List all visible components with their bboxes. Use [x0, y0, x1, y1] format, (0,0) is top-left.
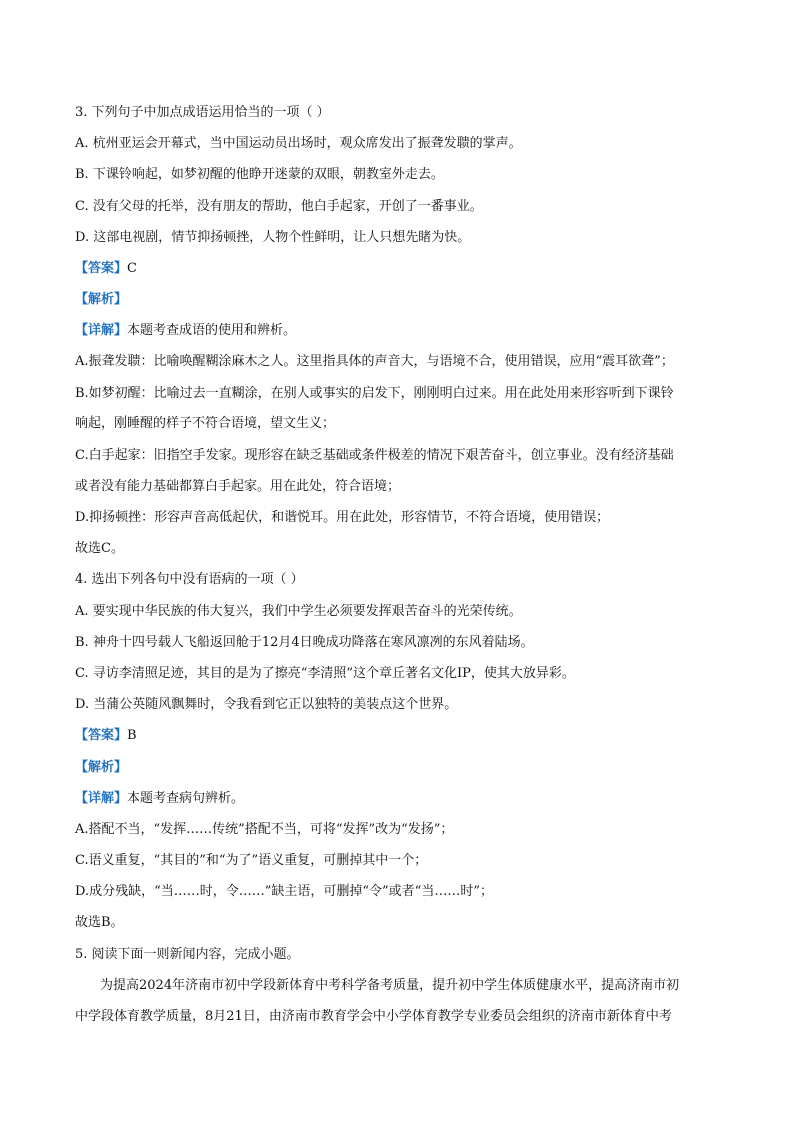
- answer-label: 【答案】: [75, 261, 128, 276]
- answer-value: B: [127, 728, 137, 743]
- q3-explain-d: D.抑扬顿挫：形容声音高低起伏，和谐悦耳。用在此处，形容情节，不符合语境，使用错误；: [75, 510, 610, 525]
- q4-explain-a: A.搭配不当，“发挥……传统”搭配不当，可将“发挥”改为“发扬”；: [75, 822, 454, 837]
- q4-option-c: C. 寻访李清照足迹，其目的是为了擦亮“李清照”这个章丘著名文化IP，使其大放异彩。: [75, 666, 575, 681]
- q5-paragraph-line-2: 中学段体育教学质量，8月21日，由济南市教育学会中小学体育教学专业委员会组织的济南市新体育中考: [75, 1009, 672, 1024]
- detail-label: 【详解】: [75, 791, 128, 806]
- analysis-label: 【解析】: [75, 292, 128, 307]
- q3-explain-c-cont: 或者没有能力基础都算白手起家。用在此处，符合语境；: [75, 479, 401, 494]
- q4-option-d: D. 当蒲公英随风飘舞时，令我看到它正以独特的美装点这个世界。: [75, 697, 458, 712]
- q3-explain-a: A.振聋发聩：比喻唤醒糊涂麻木之人。这里指具体的声音大，与语境不合，使用错误，应用“震耳欲聋”；: [75, 354, 674, 369]
- q3-answer: [75, 260, 137, 278]
- q4-answer: [75, 727, 137, 745]
- q3-option-d: D. 这部电视剧，情节抑扬顿挫，人物个性鲜明，让人只想先睹为快。: [75, 230, 471, 245]
- detail-intro: 本题考查成语的使用和辨析。: [127, 323, 297, 338]
- q5-paragraph-line-1: 为提高2024年济南市初中学段新体育中考科学备考质量，提升初中学生体质健康水平，提高济南市初: [100, 978, 680, 993]
- q3-option-c: C. 没有父母的托举，没有朋友的帮助，他白手起家，开创了一番事业。: [75, 199, 483, 214]
- q3-option-b: B. 下课铃响起，如梦初醒的他睁开迷蒙的双眼，朝教室外走去。: [75, 167, 444, 182]
- answer-value: C: [127, 261, 137, 276]
- analysis-label: 【解析】: [75, 760, 128, 775]
- q4-conclusion: 故选B。: [75, 915, 124, 930]
- q4-analysis-label: [75, 759, 127, 777]
- q3-analysis-label: [75, 291, 127, 309]
- q3-explain-b-cont: 响起，刚睡醒的样子不符合语境，望文生义；: [75, 416, 336, 431]
- q3-explain-c: C.白手起家：旧指空手发家。现形容在缺乏基础或条件极差的情况下艰苦奋斗，创立事业。没有经济基础: [75, 448, 674, 463]
- q4-explain-c: C.语义重复，“其目的”和“为了”语义重复，可删掉其中一个；: [75, 853, 428, 868]
- answer-label: 【答案】: [75, 728, 128, 743]
- detail-label: 【详解】: [75, 323, 128, 338]
- q3-conclusion: 故选C。: [75, 541, 124, 556]
- q4-stem: 4. 选出下列各句中没有语病的一项（ ）: [75, 572, 304, 587]
- q5-stem: 5. 阅读下面一则新闻内容，完成小题。: [75, 947, 300, 962]
- q4-detail: [75, 790, 244, 808]
- q4-explain-d: D.成分残缺，“当……时，令……”缺主语，可删掉“令”或者“当……时”；: [75, 884, 493, 899]
- q4-option-a: A. 要实现中华民族的伟大复兴，我们中学生必须要发挥艰苦奋斗的光荣传统。: [75, 604, 522, 619]
- q3-option-a: A. 杭州亚运会开幕式，当中国运动员出场时，观众席发出了振聋发聩的掌声。: [75, 136, 522, 151]
- detail-intro: 本题考查病句辨析。: [127, 791, 245, 806]
- q3-stem: 3. 下列句子中加点成语运用恰当的一项（ ）: [75, 105, 330, 120]
- q3-detail: [75, 322, 296, 340]
- q4-option-b: B. 神舟十四号载人飞船返回舱于12月4日晚成功降落在寒风凛冽的东风着陆场。: [75, 635, 534, 650]
- q3-explain-b: B.如梦初醒：比喻过去一直糊涂，在别人或事实的启发下，刚刚明白过来。用在此处用来形容听到下课铃: [75, 386, 674, 401]
